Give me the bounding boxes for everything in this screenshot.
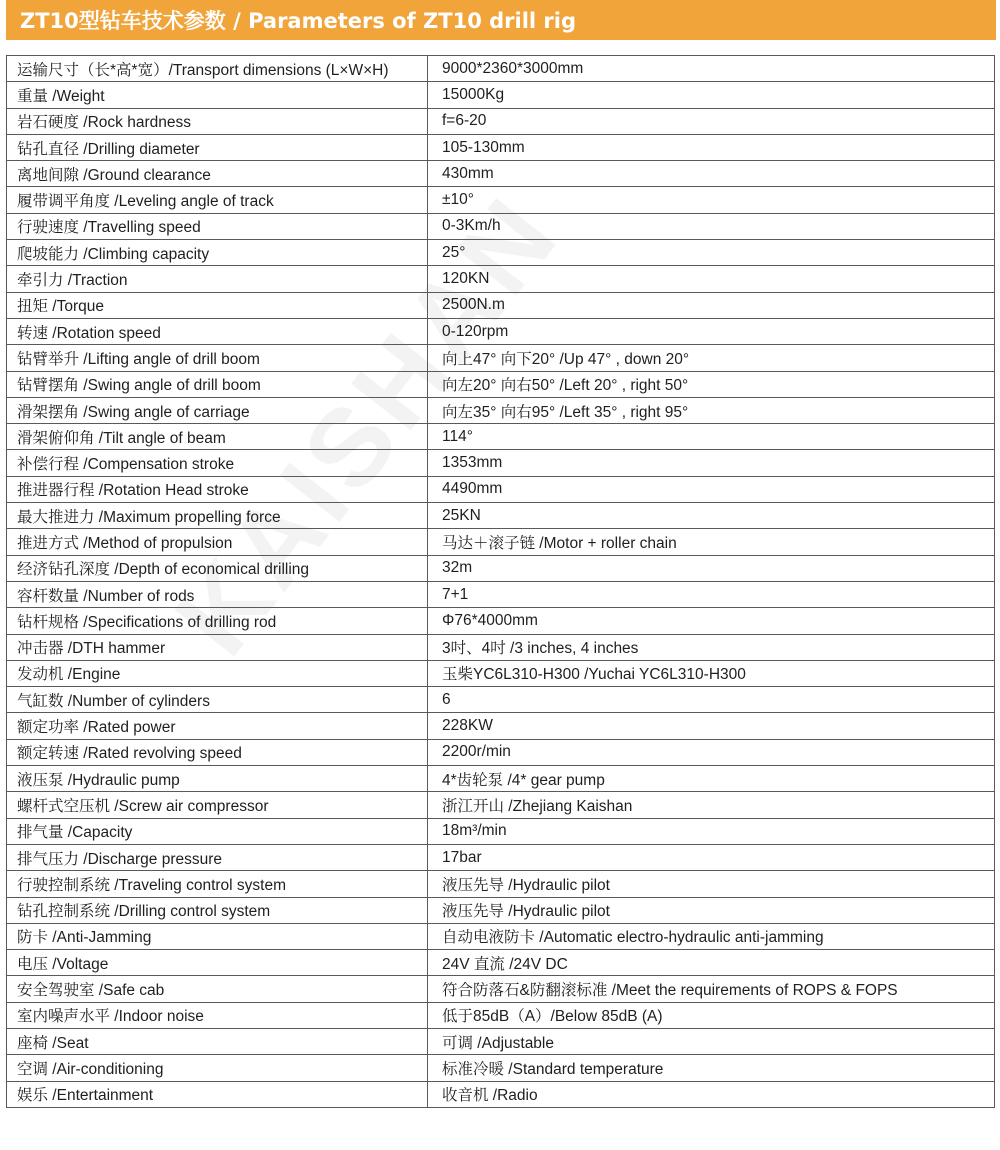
parameter-value: 液压先导 /Hydraulic pilot: [428, 897, 995, 923]
parameter-label: 履带调平角度 /Leveling angle of track: [7, 187, 428, 213]
table-row: [7, 555, 995, 581]
table-row: [7, 844, 995, 870]
table-row: [7, 923, 995, 949]
parameter-value: 向上47° 向下20° /Up 47° , down 20°: [428, 345, 995, 371]
parameter-value: f=6-20: [428, 108, 995, 134]
table-row: [7, 581, 995, 607]
parameter-label: 排气量 /Capacity: [7, 818, 428, 844]
parameter-label: 爬坡能力 /Climbing capacity: [7, 240, 428, 266]
parameter-label: 行驶速度 /Travelling speed: [7, 213, 428, 239]
table-row: [7, 818, 995, 844]
parameter-value: 标准冷暖 /Standard temperature: [428, 1055, 995, 1081]
parameter-label: 座椅 /Seat: [7, 1028, 428, 1054]
parameter-label: 空调 /Air-conditioning: [7, 1055, 428, 1081]
parameter-label: 排气压力 /Discharge pressure: [7, 844, 428, 870]
title-bar: [6, 0, 996, 40]
parameter-label: 液压泵 /Hydraulic pump: [7, 766, 428, 792]
parameter-value: 马达＋滚子链 /Motor + roller chain: [428, 529, 995, 555]
parameter-value: 6: [428, 687, 995, 713]
parameter-label: 扭矩 /Torque: [7, 292, 428, 318]
parameter-label: 气缸数 /Number of cylinders: [7, 687, 428, 713]
table-row: [7, 976, 995, 1002]
table-row: [7, 187, 995, 213]
table-row: [7, 634, 995, 660]
parameter-label: 电压 /Voltage: [7, 950, 428, 976]
parameter-value: 15000Kg: [428, 82, 995, 108]
parameter-label: 钻杆规格 /Specifications of drilling rod: [7, 608, 428, 634]
page-title: ZT10型钻车技术参数 / Parameters of ZT10 drill rig: [20, 9, 577, 33]
parameter-label: 推进器行程 /Rotation Head stroke: [7, 476, 428, 502]
parameter-label: 室内噪声水平 /Indoor noise: [7, 1002, 428, 1028]
parameter-value: 32m: [428, 555, 995, 581]
parameter-value: 符合防落石&防翻滚标准 /Meet the requirements of ROPS & FOPS: [428, 976, 995, 1002]
parameters-table-container: [6, 55, 995, 1108]
table-row: [7, 1081, 995, 1107]
table-row: [7, 897, 995, 923]
table-row: [7, 766, 995, 792]
table-row: [7, 713, 995, 739]
parameter-label: 钻臂摆角 /Swing angle of drill boom: [7, 371, 428, 397]
table-row: [7, 792, 995, 818]
parameter-value: 228KW: [428, 713, 995, 739]
table-row: [7, 161, 995, 187]
table-row: [7, 450, 995, 476]
parameter-value: 1353mm: [428, 450, 995, 476]
table-row: [7, 108, 995, 134]
parameter-label: 重量 /Weight: [7, 82, 428, 108]
parameter-label: 额定功率 /Rated power: [7, 713, 428, 739]
parameters-table-body: [7, 56, 995, 1108]
table-row: [7, 1028, 995, 1054]
parameter-label: 运输尺寸（长*高*宽）/Transport dimensions (L×W×H): [7, 56, 428, 82]
table-row: [7, 660, 995, 686]
parameter-label: 容杆数量 /Number of rods: [7, 581, 428, 607]
parameter-label: 发动机 /Engine: [7, 660, 428, 686]
table-row: [7, 345, 995, 371]
parameter-value: 低于85dB（A）/Below 85dB (A): [428, 1002, 995, 1028]
parameter-label: 钻孔直径 /Drilling diameter: [7, 134, 428, 160]
parameter-label: 补偿行程 /Compensation stroke: [7, 450, 428, 476]
table-row: [7, 134, 995, 160]
table-row: [7, 1055, 995, 1081]
parameter-value: 9000*2360*3000mm: [428, 56, 995, 82]
table-row: [7, 213, 995, 239]
table-row: [7, 1002, 995, 1028]
parameter-value: 浙江开山 /Zhejiang Kaishan: [428, 792, 995, 818]
parameter-value: 17bar: [428, 844, 995, 870]
parameter-value: 玉柴YC6L310-H300 /Yuchai YC6L310-H300: [428, 660, 995, 686]
parameter-value: 25KN: [428, 503, 995, 529]
parameter-value: 120KN: [428, 266, 995, 292]
parameter-label: 岩石硬度 /Rock hardness: [7, 108, 428, 134]
parameter-value: 0-3Km/h: [428, 213, 995, 239]
parameter-label: 滑架俯仰角 /Tilt angle of beam: [7, 424, 428, 450]
parameter-label: 娱乐 /Entertainment: [7, 1081, 428, 1107]
table-row: [7, 56, 995, 82]
parameter-value: 105-130mm: [428, 134, 995, 160]
table-row: [7, 318, 995, 344]
table-row: [7, 871, 995, 897]
parameter-value: 0-120rpm: [428, 318, 995, 344]
table-row: [7, 266, 995, 292]
parameter-value: 4490mm: [428, 476, 995, 502]
table-row: [7, 529, 995, 555]
parameter-label: 离地间隙 /Ground clearance: [7, 161, 428, 187]
parameter-label: 冲击器 /DTH hammer: [7, 634, 428, 660]
parameter-label: 额定转速 /Rated revolving speed: [7, 739, 428, 765]
table-row: [7, 424, 995, 450]
parameter-label: 推进方式 /Method of propulsion: [7, 529, 428, 555]
parameter-label: 最大推进力 /Maximum propelling force: [7, 503, 428, 529]
parameter-value: 4*齿轮泵 /4* gear pump: [428, 766, 995, 792]
parameter-value: 收音机 /Radio: [428, 1081, 995, 1107]
parameter-value: 可调 /Adjustable: [428, 1028, 995, 1054]
parameter-label: 安全驾驶室 /Safe cab: [7, 976, 428, 1002]
parameter-value: 向左20° 向右50° /Left 20° , right 50°: [428, 371, 995, 397]
parameter-value: 25°: [428, 240, 995, 266]
parameter-value: 自动电液防卡 /Automatic electro-hydraulic anti-jamming: [428, 923, 995, 949]
parameter-value: 18m³/min: [428, 818, 995, 844]
parameter-value: 2500N.m: [428, 292, 995, 318]
parameter-value: ±10°: [428, 187, 995, 213]
parameter-label: 螺杆式空压机 /Screw air compressor: [7, 792, 428, 818]
table-row: [7, 503, 995, 529]
table-row: [7, 476, 995, 502]
table-row: [7, 687, 995, 713]
table-row: [7, 739, 995, 765]
parameter-value: 向左35° 向右95° /Left 35° , right 95°: [428, 397, 995, 423]
parameter-value: 2200r/min: [428, 739, 995, 765]
table-row: [7, 608, 995, 634]
parameter-label: 行驶控制系统 /Traveling control system: [7, 871, 428, 897]
parameter-label: 钻臂举升 /Lifting angle of drill boom: [7, 345, 428, 371]
table-row: [7, 240, 995, 266]
parameter-label: 钻孔控制系统 /Drilling control system: [7, 897, 428, 923]
parameter-value: 7+1: [428, 581, 995, 607]
parameter-label: 转速 /Rotation speed: [7, 318, 428, 344]
table-row: [7, 950, 995, 976]
parameter-value: 114°: [428, 424, 995, 450]
parameter-value: Φ76*4000mm: [428, 608, 995, 634]
table-row: [7, 371, 995, 397]
parameter-value: 液压先导 /Hydraulic pilot: [428, 871, 995, 897]
parameter-label: 牵引力 /Traction: [7, 266, 428, 292]
parameters-table: [6, 55, 995, 1108]
parameter-value: 3吋、4吋 /3 inches, 4 inches: [428, 634, 995, 660]
parameter-label: 滑架摆角 /Swing angle of carriage: [7, 397, 428, 423]
table-row: [7, 397, 995, 423]
table-row: [7, 292, 995, 318]
parameter-label: 经济钻孔深度 /Depth of economical drilling: [7, 555, 428, 581]
parameter-label: 防卡 /Anti-Jamming: [7, 923, 428, 949]
table-row: [7, 82, 995, 108]
parameter-value: 24V 直流 /24V DC: [428, 950, 995, 976]
parameter-value: 430mm: [428, 161, 995, 187]
